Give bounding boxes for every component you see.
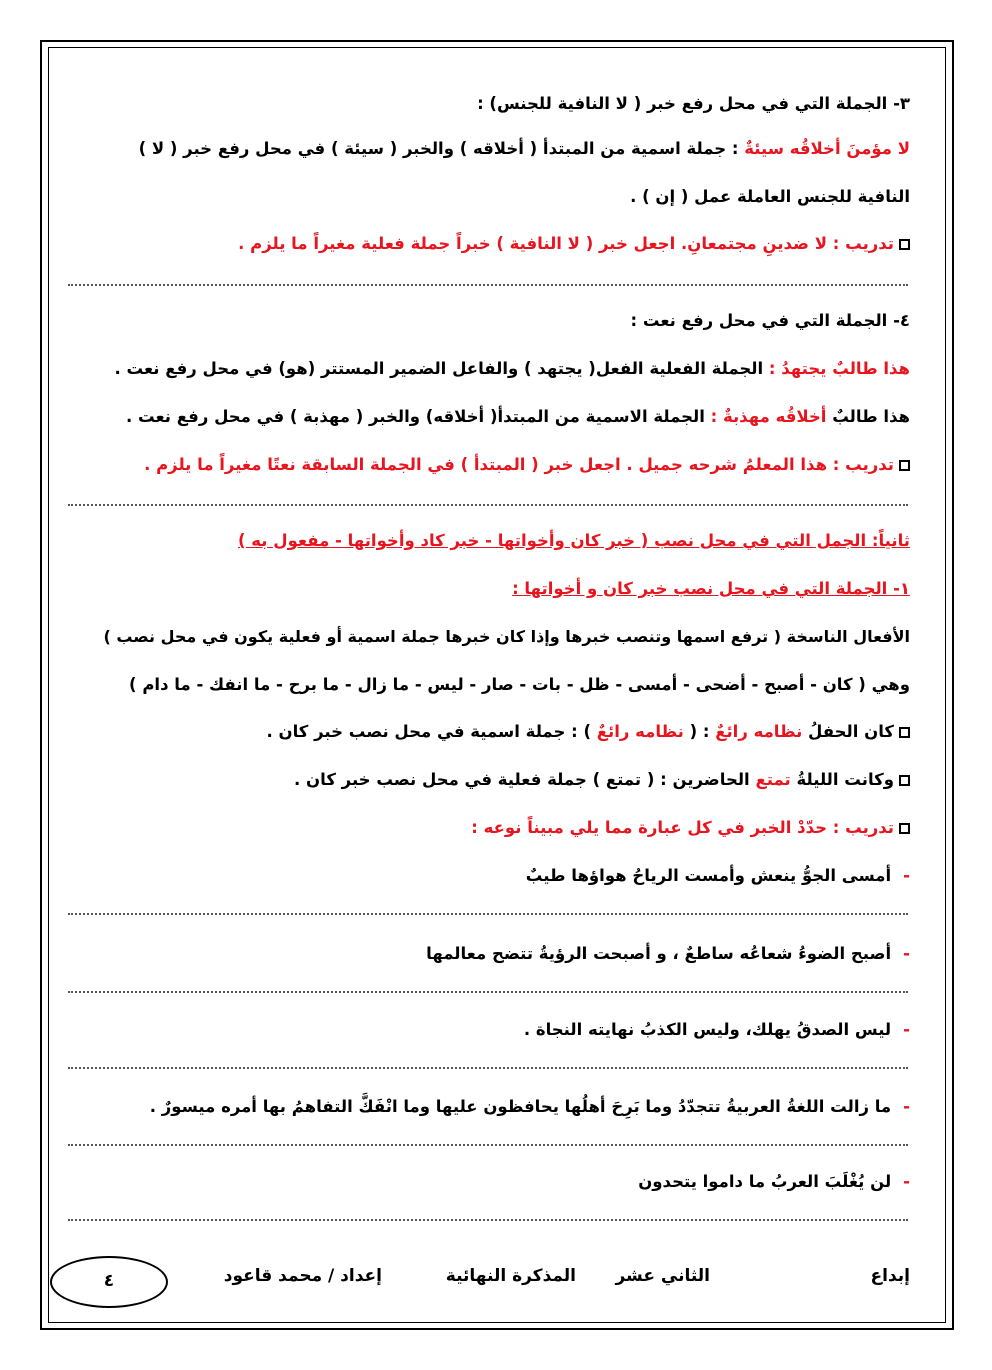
section3-example-continued: النافية للجنس العاملة عمل ( إن ) . xyxy=(630,187,910,206)
section3-training xyxy=(238,232,910,256)
section4-example1-sentence: هذا طالبٌ يجتهدُ : xyxy=(768,359,910,378)
bullet: - xyxy=(903,1172,910,1191)
section4-example1-explanation: الجملة الفعلية الفعل( يجتهد ) والفاعل الضمير المستتر (هو) في محل رفع نعت . xyxy=(114,359,764,378)
checkbox-icon xyxy=(899,775,910,786)
exercise-item xyxy=(150,1095,910,1119)
part2-example1-explanation: ) : جملة اسمية في محل نصب خبر كان . xyxy=(266,722,592,741)
section4-example2-explanation: الجملة الاسمية من المبتدأ( أخلاقه) والخبر ( مهذبة ) في محل رفع نعت . xyxy=(126,407,705,426)
footer-title: المذكرة النهائية xyxy=(445,1266,576,1286)
section4-example2-prefix: هذا طالبٌ xyxy=(832,407,910,426)
answer-line xyxy=(68,1144,908,1146)
exercise-text: أصبح الضوءُ شعاعُه ساطعٌ ، و أصبحت الرؤيةُ تتضح معالمها xyxy=(426,944,892,963)
part2-example2-subject: وكانت الليلةُ xyxy=(796,770,894,789)
part2-example2-predicate: تمتع xyxy=(755,770,791,789)
section4-example1 xyxy=(115,357,911,381)
answer-line xyxy=(68,1219,908,1221)
footer-ibdaa: إبداع xyxy=(870,1266,910,1286)
bullet: - xyxy=(903,866,910,885)
exercise-item xyxy=(638,1170,910,1194)
exercise-item xyxy=(426,942,910,966)
part2-subheading: ١- الجملة التي في محل نصب خبر كان و أخواتها : xyxy=(512,579,910,598)
bullet: - xyxy=(903,1020,910,1039)
part2-paragraph1: الأفعال الناسخة ( ترفع اسمها وتنصب خبرها وإذا كان خبرها جملة اسمية أو فعلية يكون في محل نصب ) xyxy=(103,627,910,646)
section4-example2 xyxy=(126,405,910,429)
section3-training-text: تدريب : لا ضدينِ مجتمعانِ. اجعل خبر ( لا النافية ) خبراً جملة فعلية مغيراً ما يلزم . xyxy=(238,234,894,253)
part2-example1-sep: : ( xyxy=(689,722,710,741)
part2-example1-predicate: نظامه رائعٌ xyxy=(715,722,803,741)
answer-line xyxy=(68,284,908,286)
bullet: - xyxy=(903,1097,910,1116)
exercise-text: ما زالت اللغةُ العربيةُ تتجدّدُ وما بَرِحَ أهلُها يحافظون عليها وما انْفَكَّ التفاهمُ بها أمره ميسورٌ . xyxy=(149,1097,892,1116)
answer-line xyxy=(68,504,908,506)
section4-training xyxy=(144,453,910,477)
footer-grade: الثاني عشر xyxy=(615,1266,710,1286)
section3-example-explanation: : جملة اسمية من المبتدأ ( أخلاقه ) والخبر ( سيئة ) في محل رفع خبر ( لا ) xyxy=(138,139,739,158)
answer-line xyxy=(68,1067,908,1069)
part2-paragraph2: وهي ( كان - أصبح - أضحى - أمسى - ظل - بات - صار - ليس - ما زال - ما برح - ما انفك - ما دام ) xyxy=(129,675,910,694)
answer-line xyxy=(68,913,908,915)
exercise-text: لن يُغْلَبَ العربُ ما داموا يتحدون xyxy=(638,1172,892,1191)
part2-training-text: تدريب : حدّدْ الخبر في كل عبارة مما يلي مبيناً نوعه : xyxy=(471,818,894,837)
exercise-item xyxy=(526,864,910,888)
section4-training-text: تدريب : هذا المعلمُ شرحه جميل . اجعل خبر ( المبتدأ ) في الجملة السابقة نعتًا مغيراً ما يلزم . xyxy=(144,455,894,474)
part2-heading: ثانياً: الجمل التي في محل نصب ( خبر كان وأخواتها - خبر كاد وأخواتها - مفعول به ) xyxy=(238,531,910,550)
section3-example-sentence: لا مؤمنَ أخلاقُه سيئةٌ xyxy=(744,139,910,158)
checkbox-icon xyxy=(899,460,910,471)
exercise-text: أمسى الجوُّ ينعش وأمست الرياحُ هواؤها طيبٌ xyxy=(525,866,892,885)
footer-author: إعداد / محمد قاعود xyxy=(223,1266,382,1286)
answer-line xyxy=(68,991,908,993)
section4-example2-sentence: أخلاقُه مهذبةٌ : xyxy=(710,407,827,426)
checkbox-icon xyxy=(899,823,910,834)
part2-example1 xyxy=(267,720,911,744)
part2-example1-predicate-quoted: نظامه رائعٌ xyxy=(596,722,684,741)
part2-example2 xyxy=(294,768,910,792)
part2-training xyxy=(471,816,910,840)
section3-example xyxy=(139,137,910,161)
bullet: - xyxy=(903,944,910,963)
section3-heading: ٣- الجملة التي في محل رفع خبر ( لا النافية للجنس) : xyxy=(477,94,910,113)
checkbox-icon xyxy=(899,239,910,250)
part2-example1-subject: كان الحفلُ xyxy=(808,722,894,741)
page-number: ٤ xyxy=(50,1256,168,1308)
section4-heading: ٤- الجملة التي في محل رفع نعت : xyxy=(630,311,910,330)
exercise-item xyxy=(524,1018,910,1042)
exercise-text: ليس الصدقُ يهلك، وليس الكذبُ نهايته النجاة . xyxy=(523,1020,892,1039)
part2-example2-explanation: الحاضرين : ( تمتع ) جملة فعلية في محل نصب خبر كان . xyxy=(294,770,750,789)
checkbox-icon xyxy=(899,727,910,738)
